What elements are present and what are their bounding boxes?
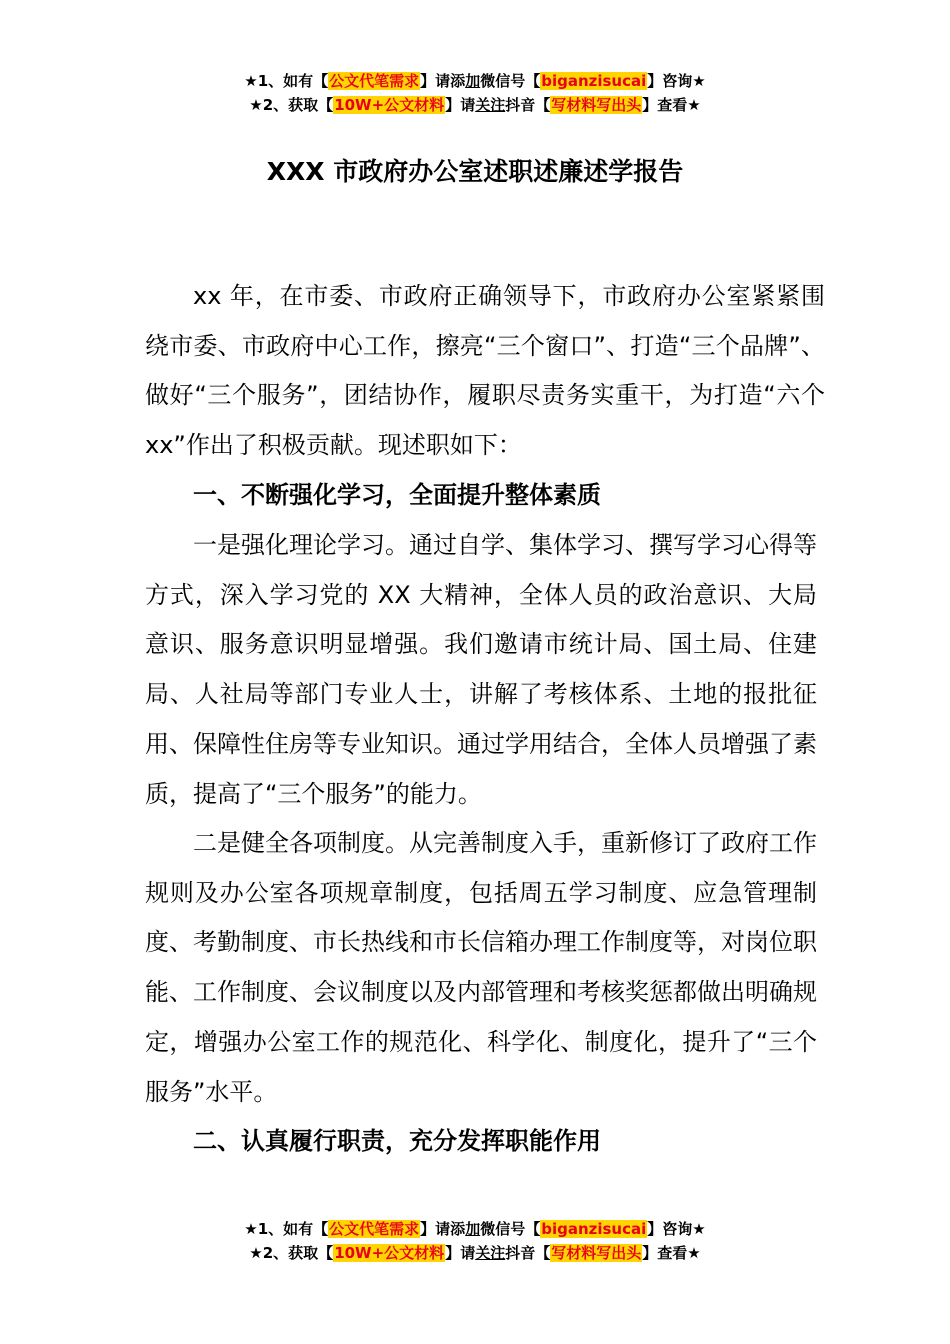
notice-text: 微信号【 — [480, 72, 541, 90]
notice-text: ★1、如有【 — [244, 1220, 329, 1238]
notice-line-1 — [0, 1217, 950, 1241]
wechat-id: biganzisucai — [541, 1220, 647, 1238]
notice-text: 】咨询★ — [647, 72, 706, 90]
section-heading-2: 二、认真履行职责，充分发挥职能作用 — [193, 1127, 601, 1155]
highlighted-text: 10W+公文材料 — [334, 96, 445, 114]
footer-notice — [0, 1217, 950, 1265]
document-title: XXX 市政府办公室述职述廉述学报告 — [266, 157, 684, 186]
notice-text: 】请 — [445, 1244, 476, 1262]
notice-text: ★2、获取【 — [249, 96, 334, 114]
douyin-account: 写材料写出头 — [551, 1244, 642, 1262]
notice-text: ★2、获取【 — [249, 1244, 334, 1262]
notice-text: 】查看★ — [642, 1244, 701, 1262]
notice-text: 】查看★ — [642, 96, 701, 114]
notice-text: 】咨询★ — [647, 1220, 706, 1238]
notice-text: 抖音【 — [505, 1244, 551, 1262]
intro-paragraph: xx 年，在市委、市政府正确领导下，市政府办公室紧紧围绕市委、市政府中心工作，擦亮“三个窗口”、打造“三个品牌”、做好“三个服务”，团结协作，履职尽责务实重干，为打造“六个 xx”作出了积极贡献。现述职如下： — [145, 282, 825, 460]
underlined-text: 加 — [465, 72, 481, 90]
notice-text: 微信号【 — [480, 1220, 541, 1238]
underlined-text: 加 — [465, 1220, 481, 1238]
notice-text: 】请添 — [420, 72, 466, 90]
notice-text: ★1、如有【 — [244, 72, 329, 90]
notice-text: 】请 — [445, 96, 476, 114]
notice-line-2 — [0, 93, 950, 117]
section-heading-1: 一、不断强化学习，全面提升整体素质 — [193, 481, 601, 509]
wechat-id: biganzisucai — [541, 72, 647, 90]
notice-text: 抖音【 — [505, 96, 551, 114]
section1-paragraph-2: 二是健全各项制度。从完善制度入手，重新修订了政府工作规则及办公室各项规章制度，包括周五学习制度、应急管理制度、考勤制度、市长热线和市长信箱办理工作制度等，对岗位职能、工作制度、会议制度以及内部管理和考核奖惩都做出明确规定，增强办公室工作的规范化、科学化、制度化，提升了“三个服务”水平。 — [145, 829, 817, 1106]
notice-text: 】请添 — [420, 1220, 466, 1238]
highlighted-text: 公文代笔需求 — [329, 72, 420, 90]
section1-paragraph-1: 一是强化理论学习。通过自学、集体学习、撰写学习心得等方式，深入学习党的 XX 大精神，全体人员的政治意识、大局意识、服务意识明显增强。我们邀请市统计局、国土局、住建局、人社局等部门专业人士，讲解了考核体系、土地的报批征用、保障性住房等专业知识。通过学用结合，全体人员增强了素质，提高了“三个服务”的能力。 — [145, 531, 817, 808]
underlined-text: 关注 — [475, 96, 506, 114]
douyin-account: 写材料写出头 — [551, 96, 642, 114]
notice-line-2 — [0, 1241, 950, 1265]
underlined-text: 关注 — [475, 1244, 506, 1262]
highlighted-text: 10W+公文材料 — [334, 1244, 445, 1262]
header-notice — [0, 69, 950, 117]
highlighted-text: 公文代笔需求 — [329, 1220, 420, 1238]
notice-line-1 — [0, 69, 950, 93]
